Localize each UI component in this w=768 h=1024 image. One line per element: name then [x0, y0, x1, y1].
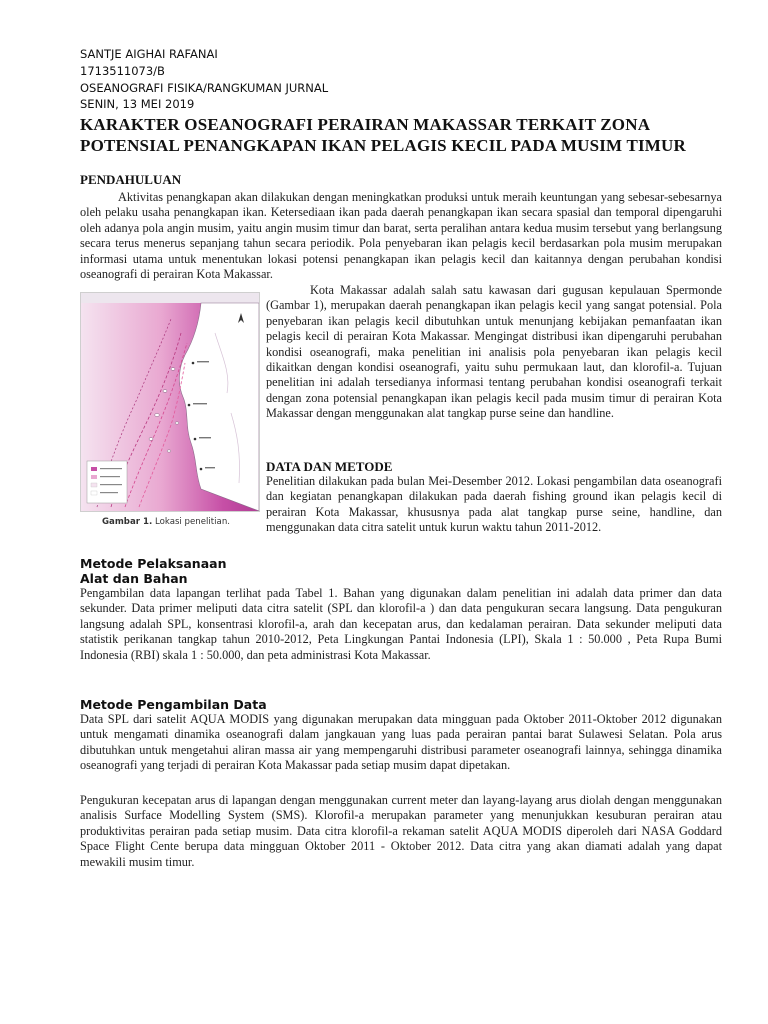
student-id: 1713511073/B [80, 64, 165, 78]
map-label-mark [193, 403, 207, 404]
figure-caption-label: Gambar 1. [102, 517, 153, 527]
section-heading-pendahuluan: PENDAHULUAN [80, 172, 182, 187]
town-marker [194, 438, 197, 441]
legend-text-mark [100, 476, 120, 477]
subsection-heading-metode-pelaksanaan: Metode Pelaksanaan [80, 556, 227, 571]
map-label-mark [205, 467, 215, 468]
legend-swatch [91, 491, 97, 495]
alat-bahan-paragraph: Pengambilan data lapangan terlihat pada Tabel 1. Bahan yang digunakan dalam penelitian ini adalah data primer dan data sekunder. Data primer meliputi data citra satelit (SPL dan klorofil-a ) dan data pengukuran secara langsung. Data pengukuran langsung adalah SPL, konsentrasi klorofil-a, arah dan kecepatan arus, dan kedalaman perairan. Data sekunder meliputi data statistik perikanan tangkap tahun 2010-2012, Peta Lingkungan Pantai Indonesia (LPI), Skala 1 : 50.000 , Peta Rupa Bumi Indonesia (RBI) skala 1 : 50.000, dan peta administrasi Kota Makassar. [80, 586, 722, 662]
legend-swatch [91, 483, 97, 487]
map-illustration [81, 293, 259, 511]
figure-caption [102, 517, 230, 527]
map-frame-top [81, 293, 259, 303]
legend-swatch [91, 467, 97, 471]
subsection-heading-alat-bahan: Alat dan Bahan [80, 571, 188, 586]
intro-paragraph-2: Kota Makassar adalah salah satu kawasan dari gugusan kepulauan Spermonde (Gambar 1), merupakan daerah penangkapan ikan pelagis kecil yang sangat potensial. Pola penyebaran ikan pelagis kecil dibutuhkan untuk menunjang kebijakan pemanfaatan ikan pelagis kecil di perairan Kota Makassar. Mengingat distribusi ikan dipengaruhi perubahan kondisi oseanografi, maka penelitian ini analisis pola penyebaran ikan pelagis kecil dikaitkan dengan kondisi oseanografi, yaitu suhu permukaan laut, dan klorofil-a. Tujuan penelitian ini adalah tersedianya informasi tentang perubahan kondisi oseanografi terkait dengan zona potensial penangkapan ikan pelagis kecil pada musim timur di perairan Kota Makassar dengan menggunakan alat tangkap purse seine dan handline. [266, 283, 722, 421]
town-marker [200, 468, 203, 471]
course-title: OSEANOGRAFI FISIKA/RANGKUMAN JURNAL [80, 81, 329, 95]
island [167, 450, 171, 452]
page-title: KARAKTER OSEANOGRAFI PERAIRAN MAKASSAR TERKAIT ZONA POTENSIAL PENANGKAPAN IKAN PELAGIS KECIL PADA MUSIM TIMUR [80, 115, 686, 155]
legend-swatch [91, 475, 97, 479]
data-metode-paragraph: Penelitian dilakukan pada bulan Mei-Desember 2012. Lokasi pengambilan data oseanografi dan kegiatan penangkapan dilakukan pada daerah fishing ground ikan pelagis kecil di perairan Kota Makassar, khususnya pada alat tangkap purse seine, handline, dan menggunakan data citra satelit untuk kurun waktu tahun 2011-2012. [266, 474, 722, 535]
map-label-mark [197, 361, 209, 362]
island [149, 438, 153, 441]
town-marker [188, 404, 191, 407]
legend-text-mark [100, 484, 122, 485]
subsection-heading-metode-pengambilan: Metode Pengambilan Data [80, 697, 267, 712]
document-date: SENIN, 13 MEI 2019 [80, 97, 195, 111]
pengambilan-paragraph-2: Pengukuran kecepatan arus di lapangan dengan menggunakan current meter dan layang-layang arus diolah dengan menggunakan analisis Surface Modelling System (SMS). Klorofil-a merupakan parameter yang menunjukkan kesuburan perairan atau produktivitas perairan pada setiap musim. Data citra klorofil-a rekaman satelit AQUA MODIS diperoleh dari NASA Goddard Space Flight Cente berupa data mingguan Oktober 2011 - Oktober 2012. Data citra yang akan diamati adalah yang dapat mewakili musim timur. [80, 793, 722, 869]
island [175, 422, 179, 424]
study-location-map [80, 292, 260, 512]
pengambilan-paragraph-1: Data SPL dari satelit AQUA MODIS yang digunakan merupakan data mingguan pada Oktober 2011-Oktober 2012 digunakan untuk mengamati dinamika oseanografi dalam jangkauan yang luas pada perairan pantai barat Sulawesi Selatan. Pola arus dibutuhkan untuk mengetahui aliran massa air yang mempengaruhi distribusi parameter oseanografi lainnya, sehingga dinamika oseanografi yang terjadi di perairan Kota Makassar pada setiap musim dapat dipetakan. [80, 712, 722, 773]
island [171, 368, 175, 371]
map-label-mark [199, 437, 211, 438]
author-name: SANTJE AIGHAI RAFANAI [80, 47, 218, 61]
legend-text-mark [100, 492, 118, 493]
section-heading-data-metode: DATA DAN METODE [266, 459, 393, 474]
intro-paragraph-1: Aktivitas penangkapan akan dilakukan dengan meningkatkan produksi untuk meraih keuntungan yang sebesar-sebesarnya oleh pelaku usaha penangkapan ikan. Ketersediaan ikan pada daerah penangkapan ikan secara spasial dan temporal dipengaruhi oleh adanya pola angin musim, yaitu angin musim timur dan barat, serta peralihan antara kedua musim tersebut yang berlangsung secara terus menerus sepanjang tahun secara periodik. Pola penyebaran ikan pelagis kecil berdasarkan pola musim merupakan informasi utama untuk menentukan lokasi potensi penangkapan ikan pelagis kecil dan kaitannya dengan perubahan kondisi oseanografi di perairan Kota Makassar. [80, 190, 722, 282]
legend-text-mark [100, 468, 122, 469]
island [155, 414, 159, 417]
figure-caption-text: Lokasi penelitian. [154, 517, 231, 527]
island [163, 390, 167, 393]
town-marker [192, 362, 195, 365]
